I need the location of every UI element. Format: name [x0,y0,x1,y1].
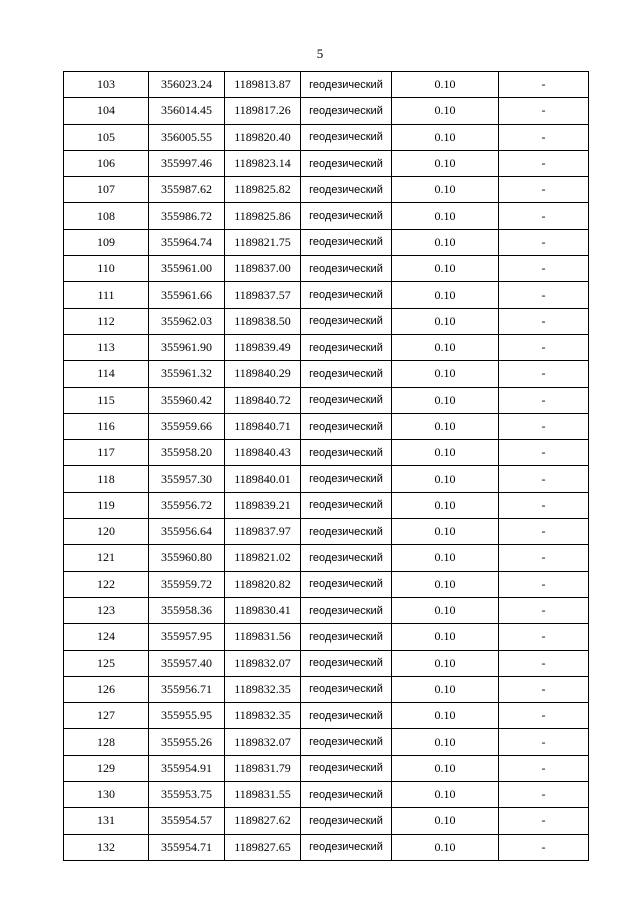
accuracy-cell: 0.10 [392,308,499,334]
y-coordinate-cell: 1189825.86 [225,203,301,229]
method-cell: геодезический [301,440,392,466]
method-cell: геодезический [301,650,392,676]
note-cell: - [499,729,589,755]
note-cell: - [499,150,589,176]
note-cell: - [499,387,589,413]
y-coordinate-cell: 1189832.35 [225,676,301,702]
accuracy-cell: 0.10 [392,413,499,439]
y-coordinate-cell: 1189837.00 [225,256,301,282]
note-cell: - [499,545,589,571]
accuracy-cell: 0.10 [392,177,499,203]
note-cell: - [499,808,589,834]
y-coordinate-cell: 1189820.82 [225,571,301,597]
table-row [64,413,589,439]
note-cell: - [499,676,589,702]
method-cell: геодезический [301,703,392,729]
x-coordinate-cell: 355955.26 [149,729,225,755]
x-coordinate-cell: 356005.55 [149,124,225,150]
x-coordinate-cell: 355997.46 [149,150,225,176]
accuracy-cell: 0.10 [392,782,499,808]
method-cell: геодезический [301,834,392,860]
note-cell: - [499,624,589,650]
note-cell: - [499,124,589,150]
note-cell: - [499,755,589,781]
accuracy-cell: 0.10 [392,755,499,781]
y-coordinate-cell: 1189840.72 [225,387,301,413]
point-number-cell: 112 [64,308,149,334]
accuracy-cell: 0.10 [392,650,499,676]
method-cell: геодезический [301,624,392,650]
x-coordinate-cell: 355955.95 [149,703,225,729]
x-coordinate-cell: 355960.80 [149,545,225,571]
method-cell: геодезический [301,177,392,203]
method-cell: геодезический [301,492,392,518]
method-cell: геодезический [301,387,392,413]
table-row [64,571,589,597]
point-number-cell: 127 [64,703,149,729]
table-row [64,361,589,387]
note-cell: - [499,571,589,597]
accuracy-cell: 0.10 [392,519,499,545]
method-cell: геодезический [301,98,392,124]
x-coordinate-cell: 355986.72 [149,203,225,229]
y-coordinate-cell: 1189821.75 [225,229,301,255]
point-number-cell: 120 [64,519,149,545]
y-coordinate-cell: 1189813.87 [225,72,301,98]
point-number-cell: 105 [64,124,149,150]
y-coordinate-cell: 1189838.50 [225,308,301,334]
note-cell: - [499,650,589,676]
method-cell: геодезический [301,334,392,360]
x-coordinate-cell: 355958.20 [149,440,225,466]
y-coordinate-cell: 1189820.40 [225,124,301,150]
method-cell: геодезический [301,466,392,492]
point-number-cell: 117 [64,440,149,466]
accuracy-cell: 0.10 [392,98,499,124]
coordinates-table [63,71,589,861]
note-cell: - [499,98,589,124]
method-cell: геодезический [301,676,392,702]
table-row [64,177,589,203]
accuracy-cell: 0.10 [392,545,499,571]
y-coordinate-cell: 1189839.21 [225,492,301,518]
x-coordinate-cell: 355957.30 [149,466,225,492]
x-coordinate-cell: 355961.90 [149,334,225,360]
method-cell: геодезический [301,124,392,150]
x-coordinate-cell: 355957.95 [149,624,225,650]
x-coordinate-cell: 355953.75 [149,782,225,808]
y-coordinate-cell: 1189840.29 [225,361,301,387]
point-number-cell: 111 [64,282,149,308]
table-row [64,755,589,781]
table-row [64,808,589,834]
note-cell: - [499,466,589,492]
note-cell: - [499,519,589,545]
point-number-cell: 108 [64,203,149,229]
y-coordinate-cell: 1189832.35 [225,703,301,729]
table-row [64,597,589,623]
method-cell: геодезический [301,782,392,808]
note-cell: - [499,334,589,360]
accuracy-cell: 0.10 [392,597,499,623]
x-coordinate-cell: 355956.64 [149,519,225,545]
accuracy-cell: 0.10 [392,387,499,413]
point-number-cell: 122 [64,571,149,597]
table-row [64,72,589,98]
note-cell: - [499,597,589,623]
y-coordinate-cell: 1189840.43 [225,440,301,466]
accuracy-cell: 0.10 [392,466,499,492]
note-cell: - [499,282,589,308]
accuracy-cell: 0.10 [392,571,499,597]
accuracy-cell: 0.10 [392,624,499,650]
point-number-cell: 106 [64,150,149,176]
accuracy-cell: 0.10 [392,729,499,755]
point-number-cell: 132 [64,834,149,860]
method-cell: геодезический [301,519,392,545]
page-number: 5 [316,46,324,61]
method-cell: геодезический [301,755,392,781]
table-row [64,308,589,334]
note-cell: - [499,308,589,334]
point-number-cell: 107 [64,177,149,203]
y-coordinate-cell: 1189827.62 [225,808,301,834]
method-cell: геодезический [301,571,392,597]
point-number-cell: 125 [64,650,149,676]
note-cell: - [499,256,589,282]
table-row [64,229,589,255]
method-cell: геодезический [301,72,392,98]
table-row [64,545,589,571]
table-row [64,492,589,518]
table-row [64,624,589,650]
point-number-cell: 124 [64,624,149,650]
table-row [64,729,589,755]
y-coordinate-cell: 1189839.49 [225,334,301,360]
x-coordinate-cell: 355959.72 [149,571,225,597]
table-row [64,782,589,808]
point-number-cell: 130 [64,782,149,808]
x-coordinate-cell: 355956.72 [149,492,225,518]
point-number-cell: 110 [64,256,149,282]
accuracy-cell: 0.10 [392,676,499,702]
method-cell: геодезический [301,597,392,623]
x-coordinate-cell: 355961.32 [149,361,225,387]
point-number-cell: 113 [64,334,149,360]
y-coordinate-cell: 1189837.97 [225,519,301,545]
x-coordinate-cell: 355961.66 [149,282,225,308]
method-cell: геодезический [301,256,392,282]
note-cell: - [499,72,589,98]
note-cell: - [499,782,589,808]
x-coordinate-cell: 355964.74 [149,229,225,255]
accuracy-cell: 0.10 [392,256,499,282]
note-cell: - [499,440,589,466]
y-coordinate-cell: 1189832.07 [225,729,301,755]
y-coordinate-cell: 1189840.01 [225,466,301,492]
method-cell: геодезический [301,150,392,176]
point-number-cell: 103 [64,72,149,98]
y-coordinate-cell: 1189837.57 [225,282,301,308]
accuracy-cell: 0.10 [392,703,499,729]
table-row [64,282,589,308]
table-row [64,676,589,702]
method-cell: геодезический [301,229,392,255]
y-coordinate-cell: 1189830.41 [225,597,301,623]
y-coordinate-cell: 1189827.65 [225,834,301,860]
point-number-cell: 123 [64,597,149,623]
x-coordinate-cell: 355954.57 [149,808,225,834]
point-number-cell: 114 [64,361,149,387]
accuracy-cell: 0.10 [392,334,499,360]
note-cell: - [499,361,589,387]
x-coordinate-cell: 356014.45 [149,98,225,124]
y-coordinate-cell: 1189831.56 [225,624,301,650]
accuracy-cell: 0.10 [392,361,499,387]
table-row [64,150,589,176]
x-coordinate-cell: 355962.03 [149,308,225,334]
note-cell: - [499,834,589,860]
y-coordinate-cell: 1189832.07 [225,650,301,676]
note-cell: - [499,492,589,518]
y-coordinate-cell: 1189823.14 [225,150,301,176]
note-cell: - [499,703,589,729]
y-coordinate-cell: 1189831.55 [225,782,301,808]
accuracy-cell: 0.10 [392,492,499,518]
x-coordinate-cell: 355954.91 [149,755,225,781]
accuracy-cell: 0.10 [392,229,499,255]
point-number-cell: 115 [64,387,149,413]
accuracy-cell: 0.10 [392,72,499,98]
x-coordinate-cell: 355958.36 [149,597,225,623]
x-coordinate-cell: 355961.00 [149,256,225,282]
accuracy-cell: 0.10 [392,834,499,860]
table-row [64,703,589,729]
method-cell: геодезический [301,361,392,387]
table-row [64,834,589,860]
point-number-cell: 129 [64,755,149,781]
table-row [64,203,589,229]
point-number-cell: 109 [64,229,149,255]
accuracy-cell: 0.10 [392,203,499,229]
table-row [64,98,589,124]
point-number-cell: 104 [64,98,149,124]
table-row [64,650,589,676]
note-cell: - [499,203,589,229]
point-number-cell: 119 [64,492,149,518]
x-coordinate-cell: 355960.42 [149,387,225,413]
x-coordinate-cell: 355956.71 [149,676,225,702]
method-cell: геодезический [301,203,392,229]
accuracy-cell: 0.10 [392,282,499,308]
y-coordinate-cell: 1189817.26 [225,98,301,124]
table-row [64,519,589,545]
x-coordinate-cell: 355954.71 [149,834,225,860]
y-coordinate-cell: 1189821.02 [225,545,301,571]
x-coordinate-cell: 355957.40 [149,650,225,676]
note-cell: - [499,413,589,439]
y-coordinate-cell: 1189825.82 [225,177,301,203]
point-number-cell: 116 [64,413,149,439]
accuracy-cell: 0.10 [392,124,499,150]
table-row [64,334,589,360]
x-coordinate-cell: 355959.66 [149,413,225,439]
table-row [64,124,589,150]
method-cell: геодезический [301,808,392,834]
note-cell: - [499,177,589,203]
accuracy-cell: 0.10 [392,150,499,176]
table-row [64,440,589,466]
coordinates-table-body [64,72,589,861]
method-cell: геодезический [301,545,392,571]
point-number-cell: 131 [64,808,149,834]
x-coordinate-cell: 356023.24 [149,72,225,98]
y-coordinate-cell: 1189840.71 [225,413,301,439]
point-number-cell: 121 [64,545,149,571]
accuracy-cell: 0.10 [392,808,499,834]
table-row [64,387,589,413]
table-row [64,256,589,282]
method-cell: геодезический [301,413,392,439]
y-coordinate-cell: 1189831.79 [225,755,301,781]
point-number-cell: 126 [64,676,149,702]
note-cell: - [499,229,589,255]
x-coordinate-cell: 355987.62 [149,177,225,203]
point-number-cell: 128 [64,729,149,755]
method-cell: геодезический [301,282,392,308]
method-cell: геодезический [301,729,392,755]
table-row [64,466,589,492]
method-cell: геодезический [301,308,392,334]
accuracy-cell: 0.10 [392,440,499,466]
point-number-cell: 118 [64,466,149,492]
